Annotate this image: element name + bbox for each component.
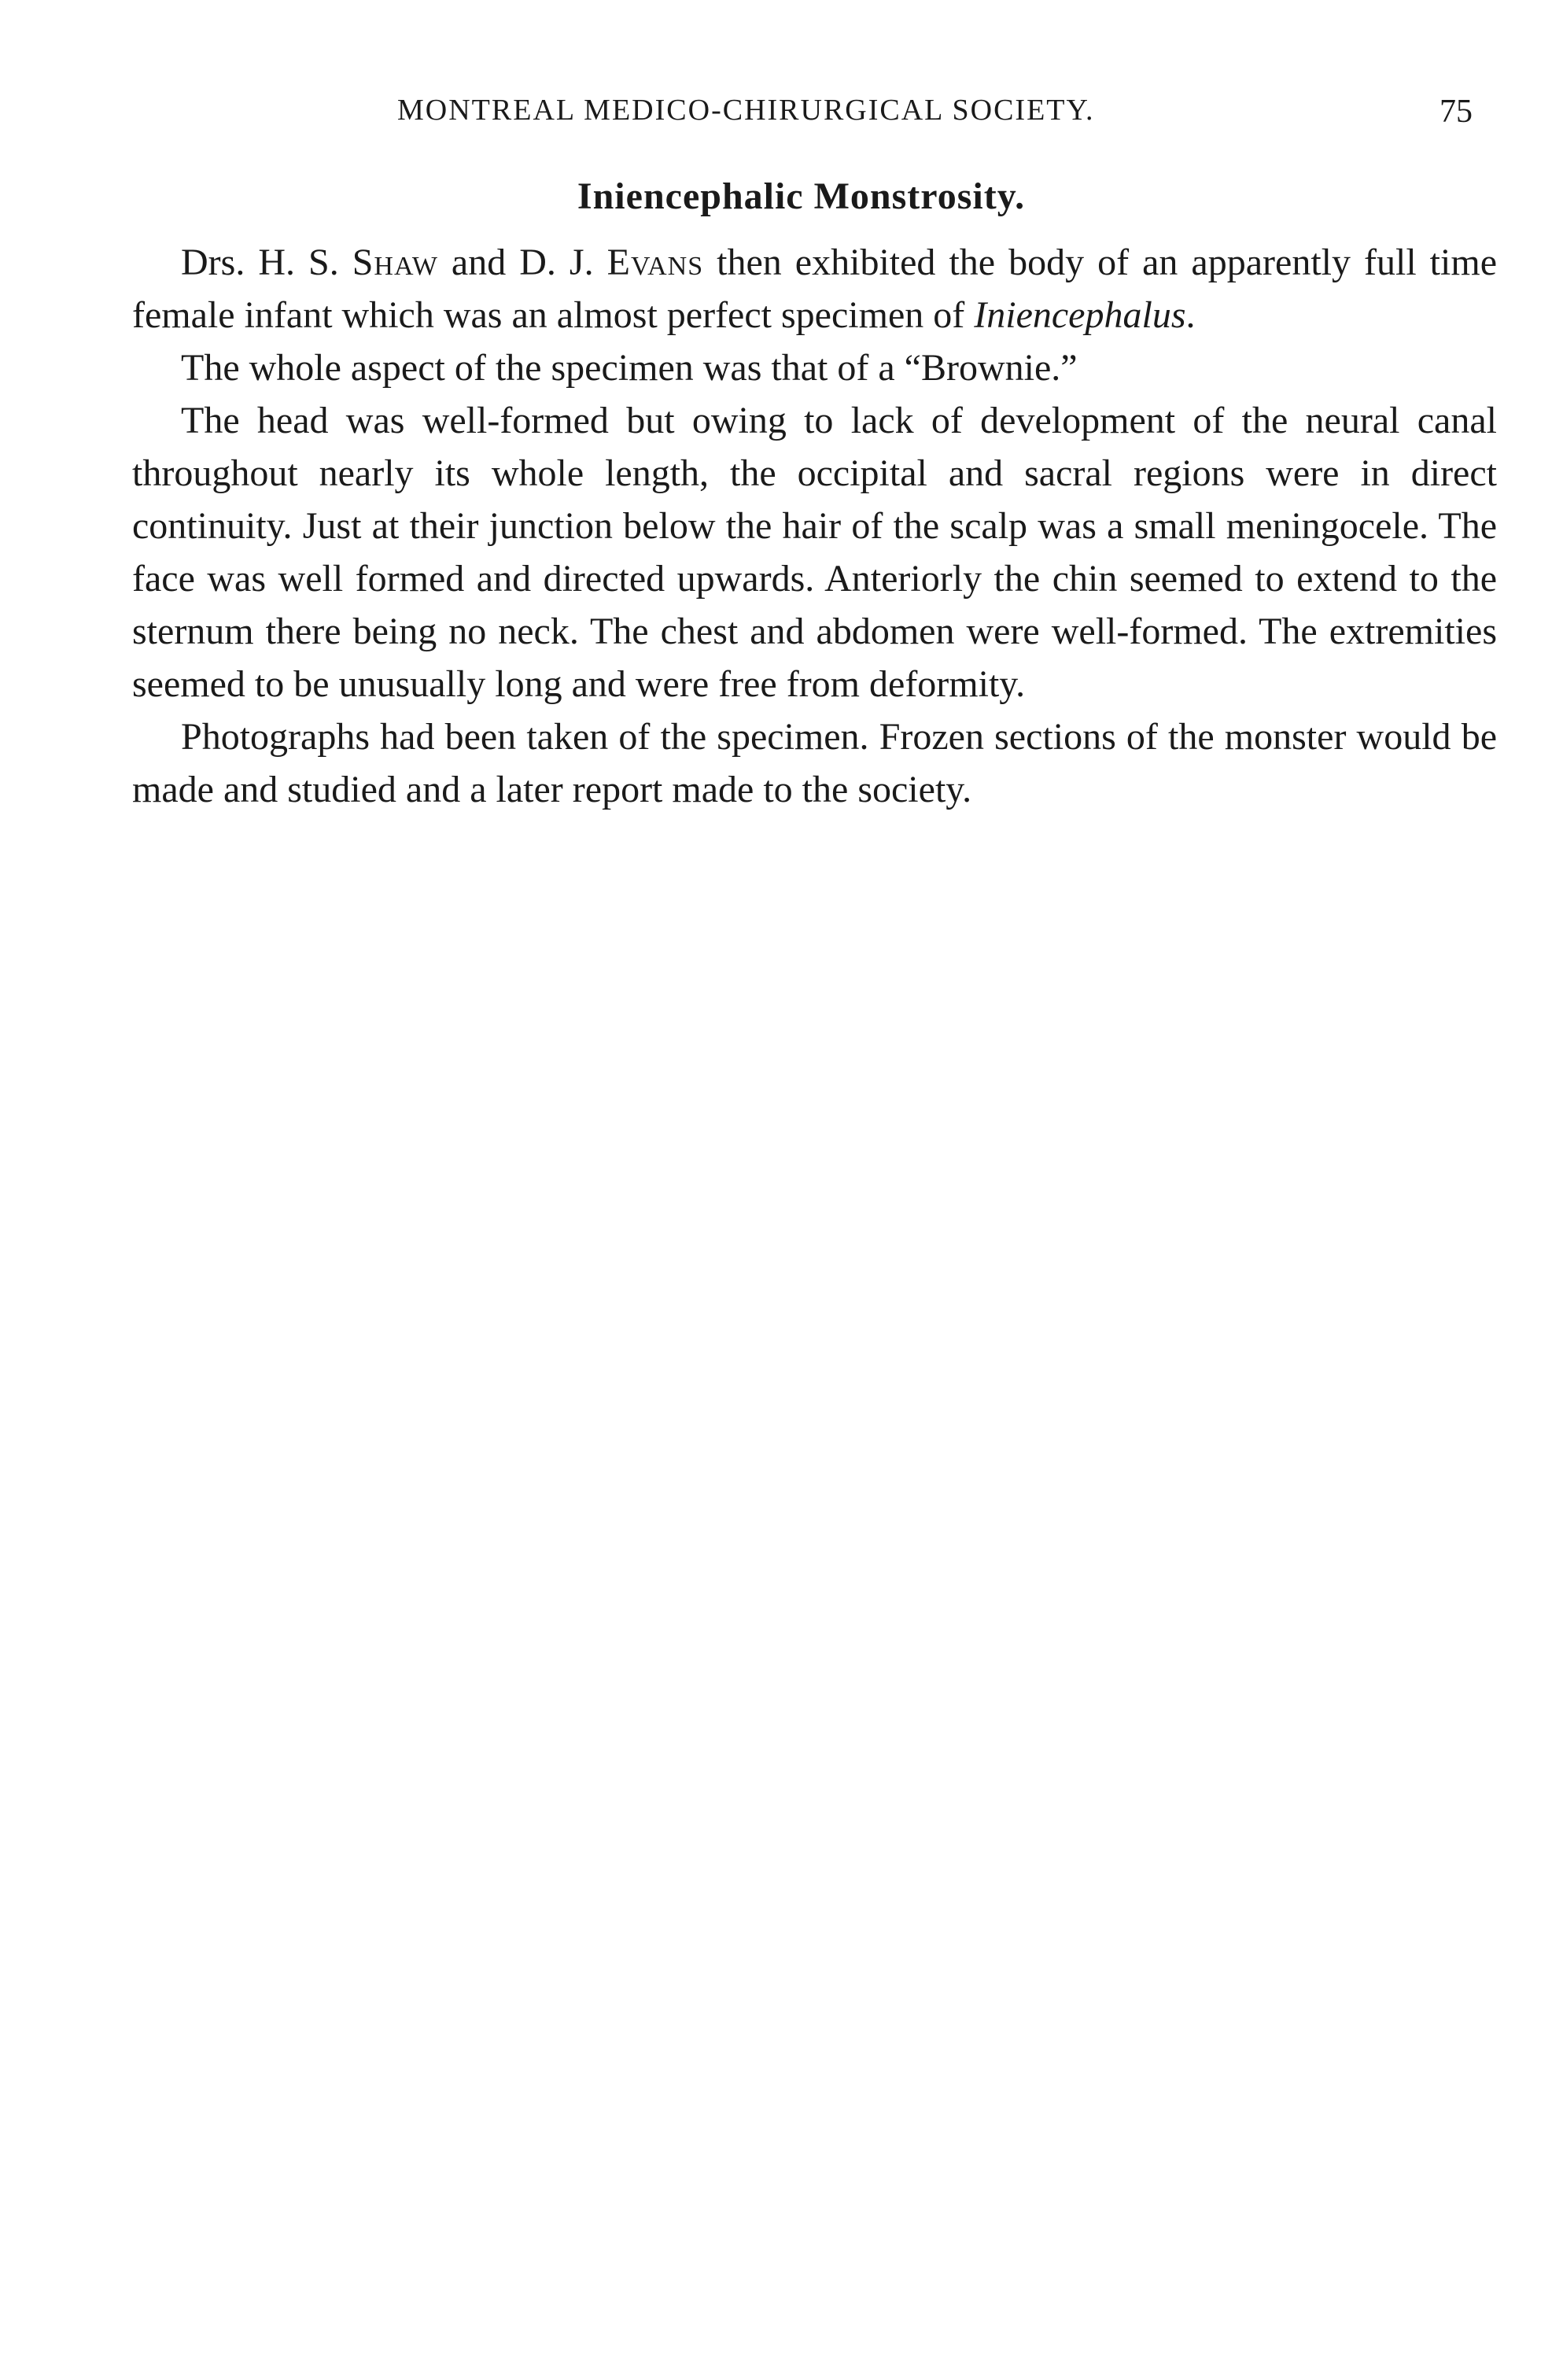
paragraph-1-end: . <box>1185 294 1196 336</box>
paragraph-1-lead: Drs. H. S. <box>181 242 352 283</box>
running-title: MONTREAL MEDICO-CHIRURGICAL SOCIETY. <box>397 94 1095 127</box>
author-evans: Evans <box>606 242 704 283</box>
article-body <box>132 236 1497 816</box>
running-head <box>0 93 1563 140</box>
author-shaw: Shaw <box>352 242 438 283</box>
paragraph-4: Photographs had been taken of the specimen. Frozen sections of the monster would be made and studied and a later report made to the society. <box>132 716 1497 810</box>
paragraph-3: The head was well-formed but owing to lack of development of the neural canal throughout nearly its whole length, the occipital and sacral regions were in direct continuity. Just at their junction below the hair of the scalp was a small meningocele. The face was well formed and directed upwards. Anteriorly the chin seemed to extend to the sternum there being no neck. The chest and abdomen were well-formed. The extremities seemed to be unusually long and were free from deformity. <box>132 400 1497 705</box>
article-heading: Iniencephalic Monstrosity. <box>577 175 1026 217</box>
paragraph-1-join: and D. J. <box>437 242 607 283</box>
paragraph-2: The whole aspect of the specimen was that of a “Brownie.” <box>181 347 1078 389</box>
paragraph-1 <box>132 236 1497 341</box>
italic-term: Iniencephalus <box>974 294 1186 336</box>
page-number: 75 <box>1440 94 1473 130</box>
paragraph-1-text: then exhibited the body of an apparently full time female infant which was an almost perfect specimen of <box>132 242 1497 336</box>
